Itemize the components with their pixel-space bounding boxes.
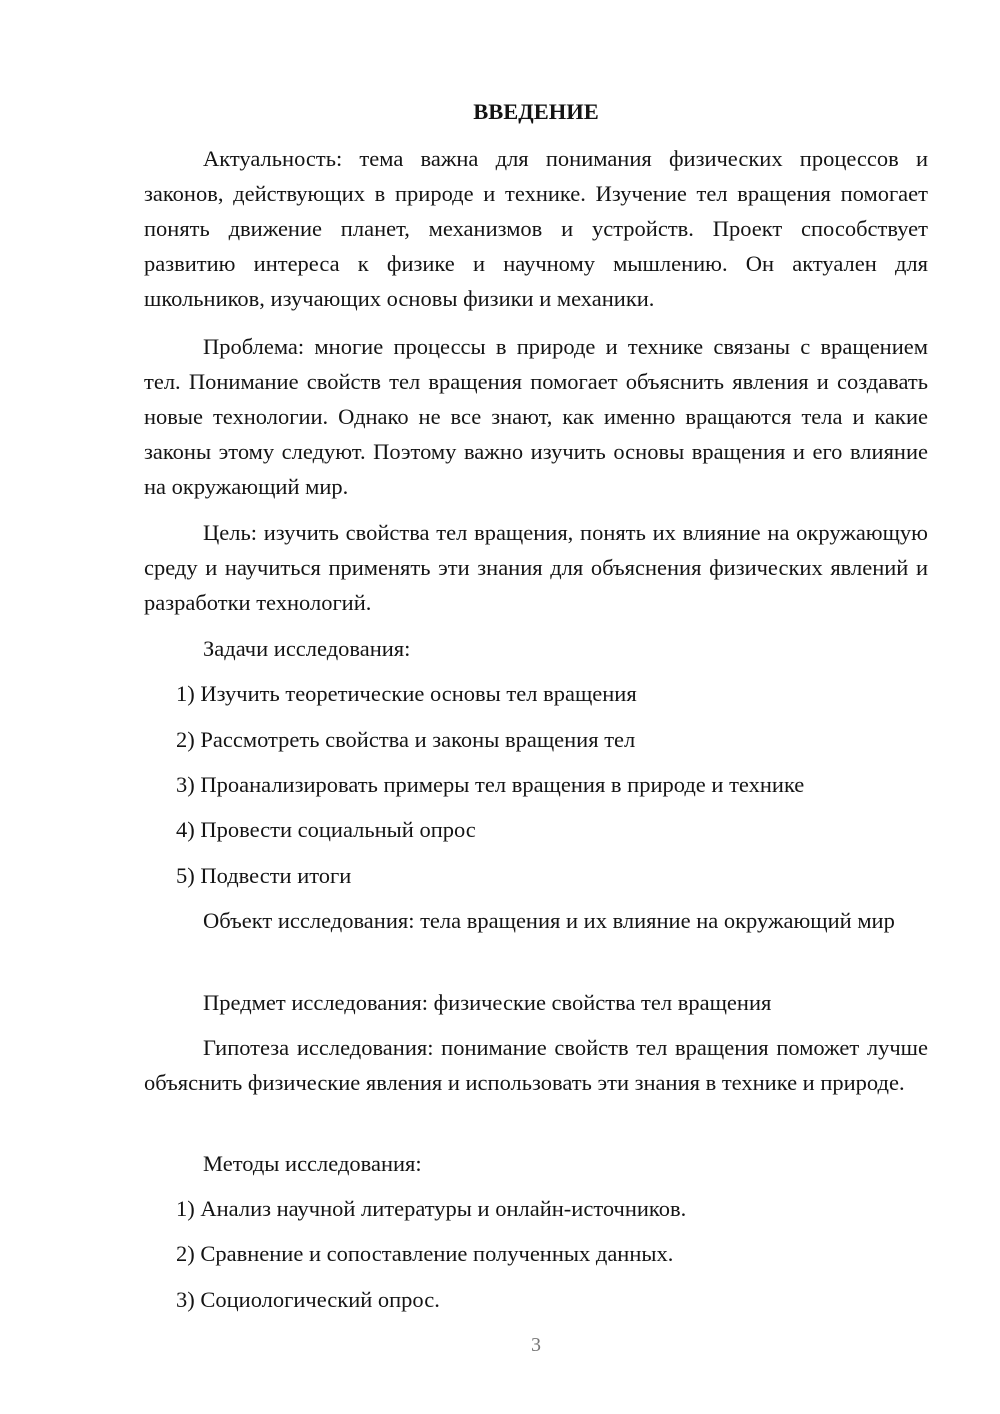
list-item: 3) Социологический опрос. [176,1287,440,1312]
paragraph-object: Объект исследования: тела вращения и их влияние на окружающий мир [203,908,895,933]
paragraph-subject: Предмет исследования: физические свойства тел вращения [203,990,772,1015]
paragraph-problem: Проблема: многие процессы в природе и технике связаны с вращением тел. Понимание свойств тел вращения помогает объяснить явления и создавать новые технологии. Однако не все знают, как именно вращаются тела и какие законы этому следуют. Поэтому важно изучить основы вращения и его влияние на окружающий мир. [144,334,928,499]
tasks-heading: Задачи исследования: [203,636,411,661]
paragraph-hypothesis: Гипотеза исследования: понимание свойств тел вращения поможет лучше объяснить физические явления и использовать эти знания в технике и природе. [144,1035,928,1095]
list-item: 4) Провести социальный опрос [176,817,476,842]
page-number: 3 [531,1334,541,1356]
list-item: 5) Подвести итоги [176,863,352,888]
methods-heading: Методы исследования: [203,1151,422,1176]
paragraph-goal: Цель: изучить свойства тел вращения, понять их влияние на окружающую среду и научиться применять эти знания для объяснения физических явлений и разработки технологий. [144,520,928,615]
list-item: 2) Сравнение и сопоставление полученных данных. [176,1241,674,1266]
paragraph-relevance: Актуальность: тема важна для понимания физических процессов и законов, действующих в природе и технике. Изучение тел вращения помогает понять движение планет, механизмов и устройств. Проект способствует развитию интереса к физике и научному мышлению. Он актуален для школьников, изучающих основы физики и механики. [144,146,928,311]
list-item: 2) Рассмотреть свойства и законы вращения тел [176,727,636,752]
list-item: 1) Анализ научной литературы и онлайн-источников. [176,1196,687,1221]
list-item: 3) Проанализировать примеры тел вращения в природе и технике [176,772,805,797]
page-title: ВВЕДЕНИЕ [473,99,599,124]
list-item: 1) Изучить теоретические основы тел вращения [176,681,637,706]
